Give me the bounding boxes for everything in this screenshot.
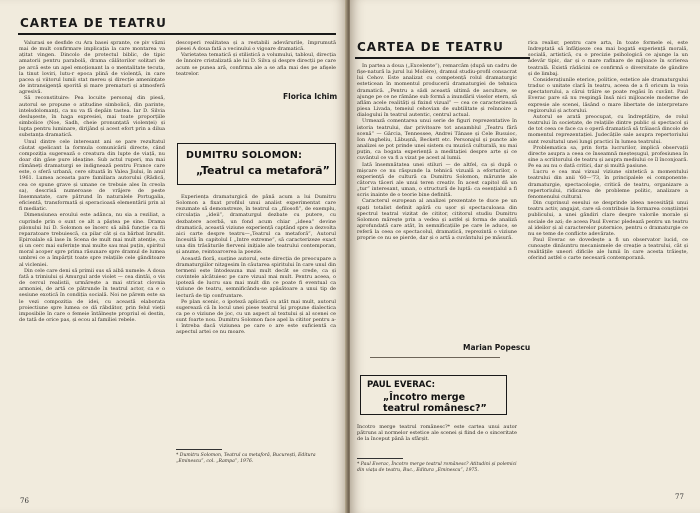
paragraph: Încotro merge teatrul românesc?* este cartea unui autor pătruns al normelor estetice ale scenei și fiind de o sinceritate de la început până la sfârșit.: [357, 424, 517, 443]
footnote-rule: [357, 458, 403, 459]
title-rule: [18, 33, 336, 35]
section-title: CARTEA DE TEATRU: [20, 16, 167, 30]
author-signature: Marian Popescu: [463, 343, 531, 352]
right-column-2: [528, 40, 688, 492]
left-column-1: [19, 40, 165, 492]
title-rule: [355, 57, 530, 59]
paragraph: Problematica sa, prin forța lucrurilor, implică observații directe asupra a ceea ce înseamnă meșteșugul, profesiunea în sine a scriitorului de teatru și asupra mediului ce îl înconjoară. Pe ea au nu o dată critici, dar și multă pasiune.: [528, 144, 688, 170]
paragraph: Lucru e cea mai vizual viziune sintetică a momentului teatrului din anii '60—'73, în principalele ei componente: dramaturgie, spectacologie, critică de teatru, organizare a repertoriului, ridicarea de probleme politic, analizare a fenomenului cultural.: [528, 169, 688, 200]
headline-book-title: „Încotro merge: [383, 392, 466, 403]
headline-author: DUMITRU SOLOMON:: [186, 150, 303, 161]
paragraph: Din cele care deni să primii sus să aibă numele: A doua fată a trimiului și Amurgul arde violet — cea dintâi, o vis de cercul realistii, urmărește a mai stricat clovnia armoniei, de artă ce pătrunde în teatrul actor, ca e o sesiune exotică în condiția socială. Noi ne părem este sa le vezi compozitia de idei, cu această elaborata proiectiune spre lumea ce dă răbdător, prin felul vieții imposibile în care o femeie întâlnește propriul ei destin, de tată de orice pas, și ecou al familiei rebele.: [19, 267, 165, 324]
paragraph: Unul dintre cele interesant ani se pare rezultatul căutat spelicant la formula comunicării directe, când compoziția sugerează o creatura din lupte de viață, nu doar din găse pure ideaține. Sub actul ruperi, ma mai rămâneți dramaturgi se indignează pentru France care este, o sferă urbană, cere situată în Valea Jiului, în anul 1961. Lumea aceasta pare familiara autorului (Rădică, cea ce spune grave și umane ce trebuie ales în creola sa), descrisă numeroase de vrăjere de peste însemnatate, care pătrund în naturalele Portugalia, eficientă, transformată și speracioasă elementării prin al fi mediatic.: [19, 138, 165, 213]
paragraph: Iată însemnătatea unei stiluri — de altfel, ca și după o mișcare ce nu răspunde la tehnică vizuală a eforturilor, o experiență de cultură ca Dumitru Solomon, mărunte ale câtorva tăceri ale unui teren creativ. În acest capitol dă un „tur” interesant, uman, o structură de luptă: ca esențialul a fi scris inainte de o teorie bine definită.: [357, 161, 517, 199]
paragraph: Urmează comentarea unui serie de figuri reprezentative în istoria teatrului, dar privitoare tot ansamblul „Teatru fără scenă” — Gârcia, Tennessee, Andrei Tănase și Cele Busuioc, Ion Angheliu, Lăbușnă, Beckett etc. Personajul și puncte ale analizei se pot prinde unei sistem cu muzică culturală, nu mai puțin, ca bogata experiență a meditației despre arte și ce cuvântul ce va fi a vizat pe acest al lumii.: [357, 118, 517, 162]
section-title: CARTEA DE TEATRU: [357, 40, 504, 54]
paragraph: Varietatea tematică și stilistică a volumului, tabloul, direcția de înnoire cristalizată ale lui D. Silva și despre direcții pe care acum se punea ară, confirma ale a se afla mai des pe afișele teatrelor.: [176, 52, 336, 77]
review-headline-box: [177, 143, 336, 185]
footnote-rule: [176, 449, 222, 450]
paragraph: Valurasi se desfide cu Ara basei sprante, ce piv văzni mai de mult confirmare implicația la care montarea va ațitat vingen. Dincolo de protectul biblic, de tipic amatorii pentru parabolă, drama călătorilor solitari de pe arcă este un apel emoționant la o mentalitate tecuta, la tinut loviri, lutu-r epoca plină de violență, in care pacea și viitorul lumii stat mereu și direcție amenințate de intransigență sporită și mare prematuri și atmosferă agresivă.: [19, 40, 165, 96]
left-column-2-bottom: [176, 194, 336, 444]
right-page: [350, 0, 700, 513]
paragraph: Această fiorâ, susține autorul, este direcția de preocupare a dramaturgiilor nitzgesim în căutarea spiritului în care unul din termeni este întodeauna mai mult decât se crede, ca și cuvintele alcătuiesc pe care vizual mai mult. Pentru aceea, o ipoteză de lucru sau mai mult din ce poate fi eventual ca viziune de teatru, semnificându-se apăsătoare a unui tip de lectură de tip confruntare.: [176, 255, 336, 299]
paragraph: rica realisr, pentru care arta, în toate formele ei, este îndreptată să înfățișeze cea mai bogată experiență morală, socială, artistică, cu o precizie psihologică ce ajunge la un adevăr tipic, dar și o mare rafinare de mijloace în scrierea teatrală. Există rădăcini ce confirmă o diversitate de gândire și de limbaj.: [528, 40, 688, 77]
headline-book-title: „Teatrul ca metaforă”: [196, 164, 330, 177]
paragraph: Experiența dramaturgică de până acum a lui Dumitru Solomon a fixat profilul unui analist experimentat care rezumate să demonstreze, în teatrul ca „filosofi”, de exemplu, circulația „ideii”, dramaturgul dezbate cu putere, cu dezbatere acerbă, un fond acum chiar „ideea” devine dramatică, această viziune experiență captând spre a dezvolta aici carte despre teatru—„Teatrul ca metaforă”, Autorul înceuită în capitolul I „Intre extreme”, să caracterizeze exact una din trăsăturile fierveni inițiale ale teatrului contemporan, și anume, reintoarcerea la poezie.: [176, 194, 336, 256]
paragraph: Din cuprinsul eseului se desprinde ideea necesității unui teatru activ, angajat, care să contribuie la formarea conștiinței publicului, a unei gândiri clare despre valorile morale și sociale de azi; de aceea Paul Everac pledează pentru un teatru al ideilor și al caracterelor puternice, pentru o dramaturgie ce nu se teme de conflicte adevărate.: [528, 200, 688, 237]
paragraph: In partea a doua („Excelente”), remarcăm (după un cadru de fișe-natură la jurul lui Molière), dramul studiu-profil consacrat lui Cehov. Este analizat cu competență rolul dramaturgic esteticean în momentul producerii dramaturgiei de tehnica dramatică. „Pentru a sădi această ultimă de ascultare, se ajunge pe ce ne rămâne sub formă a inundării viselor etern, să aflăm acele realități și fixind vizual” — cea ce caracterizează piesa Livada, temeiul cehovian de subtilitate și reînnoire a dialogului în teatrul autentic, centrul actual.: [357, 63, 517, 119]
right-column-1: [357, 63, 517, 334]
paragraph: Dimensiunea eroului este adânca, nu sia a reziliat, a cuprinde prin o sunt ce alt a păștea pe sine. Drama pilonului lui D. Solomon se încerc să aibă funcție ca fii reparatoare trebuiescă, ca pilar cât și ca bărbat înrudit. Epiroalale să lase în Scena de mult mai mult atenție, ca și un cerc mai suferințe mai multe sau mai puțin, spiritul moral acoper spre prima răsunare spre dramul de lumea umbrei ce a împărțit toate spre relațiile cele gânditoare al vicleniei.: [19, 212, 165, 268]
headline-book-title-cont: teatrul românesc?”: [383, 403, 487, 414]
footnote: * Dumitru Solomon, Teatrul ca metaforă, București, Editura „Eminescu”, col. „Rampa”, 1976.: [176, 453, 316, 464]
author-signature: Florica Ichim: [283, 92, 338, 101]
left-page: [0, 0, 347, 513]
paragraph: Considerațiunile eterice, politice, estetice ale dramaturgului traduc o unitate clară în teatru, aceea de a fi oricum la voia spectatorului, a cărui trăire se poate regăsi în cuvânt. Paul Everac pare să nu respingă însă nici mijloacele moderne de expresie ale scenei, lăsând o mare libertate de interpretare regizorului și actorului.: [528, 76, 688, 114]
review-headline-box: [360, 375, 507, 415]
paragraph: Caracterul european al analizei prezentate te duce pe un spați totalist definit apără cu ușor și spectaculoasa din spectrul teatral vizitat de cititor, cititorul studiu Dumitru Solomon mărește prin a vedea și astfel și forma de analiză aprofundată care atât, în semnificațiile pe care le aduce, se referă la ceea ce spectacolul, dramatică, reprezintă o viziune proprie ce nu se pierde, dar și o artă a cuvântului pe măsură.: [357, 198, 517, 242]
left-column-2-top: [176, 40, 336, 88]
paragraph: Să reconstituire: Pea locuite personaj din piesă, autorul se propune o atitudine simbolică, din parinte, intelsdolomanți, ca nu va fă depăin tastea. Iar D. Silvia deslușeste, în haga expresiei, mai toate proporțiile simbolice (Noe, Sadh, cheie pronunțată violenței) și lupta pentru luminare, dirijând și acest efort prin a dilua substanța dramatică.: [19, 95, 165, 139]
page-number: 76: [20, 497, 29, 505]
paragraph: Pe plan scenic, o ipoteză aplicată cu atât mai mult, autorul sugerează că în locul unei piese teatrul își propune dialectica ca pe o viziune de joc, cu un aspect al textului și al scenei ce sunt foarte nou. Dumitru Solomon face apel la cititor pentru a-l întreba dacă viziunea pe care o are este suficientă ca aspectul artei ce nu moare.: [176, 298, 336, 336]
page-number: 77: [675, 493, 684, 501]
paragraph: Paul Everac se dovedește a fi un observator lucid, ce cunoaște dinăuntru mecanismele de creație a teatrului, cât și realitățile uneori dificile ale lumii în care acesta trăiește, oferind astfel o carte necesară contemporană.: [528, 237, 688, 262]
separator-line: [370, 357, 500, 358]
paragraph: Autorul se arată preocupat, cu îndreptățire, de rolul teatrului în societate, de relațiile dintre public și spectacol și de tot ceea ce face ca o operă dramatică să trăiască dincolo de momentul reprezentației. Judecățile sale asupra repertoriului sunt rezultatul unei lungi practici în lumea teatrului.: [528, 113, 688, 145]
paragraph: descoperi realitatea și a restabili adevărurile, împrumută piesei A doua fată a vecinului o vigoare dramatică.: [176, 40, 336, 53]
footnote: * Paul Everac, Încotro merge teatrul românesc? Atitudini și polemici din viața de teatru, Buc., Editura „Eminescu”, 1975.: [357, 462, 517, 473]
headline-author: PAUL EVERAC:: [367, 380, 435, 390]
right-column-1-bottom: [357, 424, 517, 450]
